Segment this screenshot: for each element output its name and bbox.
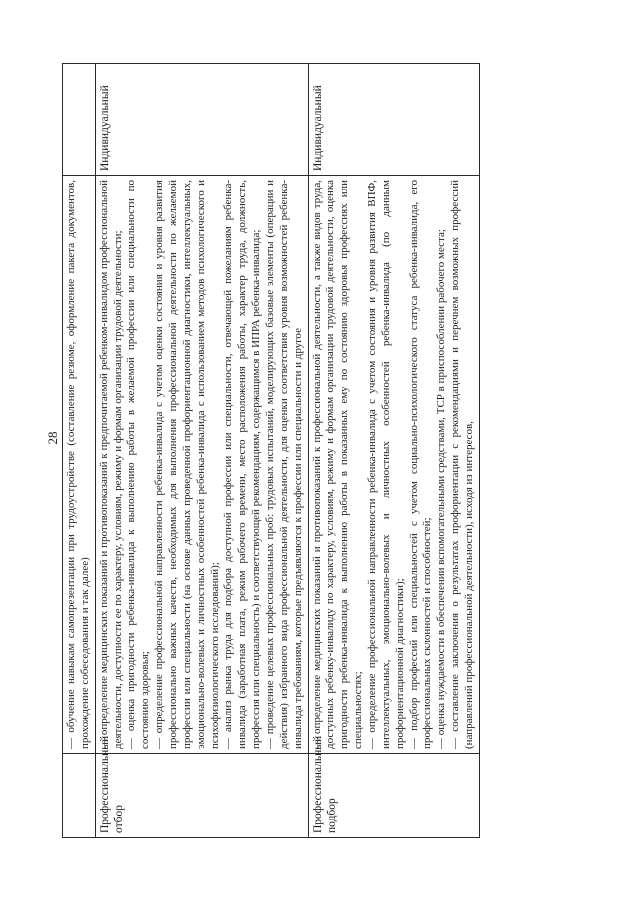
table-row — [95, 64, 308, 838]
table-container — [62, 64, 630, 838]
table-row — [63, 64, 96, 838]
service-name-cell: Профессиональный подбор — [308, 754, 479, 838]
service-form-cell — [63, 64, 96, 176]
page-number: 28 — [45, 431, 60, 445]
service-content-cell — [95, 176, 308, 754]
services-table — [62, 63, 480, 838]
list-item: — составление заключения о результатах профориентации с рекомендациями и перечнем возможных профессий (направлений профессиональной деятельности), исходя из интересов, — [449, 180, 476, 749]
list-item: — подбор профессий или специальностей с учетом социально-психологического статуса ребенка-инвалида, его профессиональных склонностей и способностей; — [407, 180, 434, 749]
list-item: — определение медицинских показаний и противопоказаний к предпочитаемой ребенком-инвалидом профессиональной деятельности, доступности ее по характеру, условиям, режиму и формам организации трудовой деятельности; — [97, 180, 124, 749]
list-item: — анализ рынка труда для подбора доступной профессии или специальности, отвечающей пожеланиям ребенка-инвалида (заработная плата, режим рабочего времени, место расположения работы, характер труда, должность, профессия или специальность) и соответствующей рекомендациям, содержащимся в ИПРА ребенка-инвалида; — [222, 180, 263, 749]
service-content-cell — [63, 176, 96, 754]
service-form-cell: Индивидуальный — [95, 64, 308, 176]
table-row — [308, 64, 479, 838]
service-name-cell — [63, 754, 96, 838]
list-item: — обучение навыкам самопрезентации при трудоустройстве (составление резюме, оформление пакета документов, прохождение собеседования и так далее) — [65, 180, 91, 749]
list-item: — определение профессиональной направленности ребенка-инвалида с учетом состояния и уровня развития ВПФ, интеллектуальных, эмоционально-волевых и личностных особенностей ребенка-инвалида (по данным профориентационной диагностики); — [366, 180, 406, 749]
list-item: — оценка нуждаемости в обеспечении вспомогательными средствами, ТСР в приспособлении рабочего места; — [435, 229, 448, 749]
service-content-cell — [308, 176, 479, 754]
service-name-cell: Профессиональный отбор — [95, 754, 308, 838]
list-item: — оценка пригодности ребенка-инвалида к выполнению работы в желаемой профессии или специальности по состоянию здоровья; — [125, 180, 152, 749]
list-item: — проведение целевых профессиональных проб: трудовых испытаний, моделирующих базовые элементы (операции и действия) избранного вида профессиональной деятельности, для оценки соответствия уровня возможностей ребенка-инвалида требованиям, которые предъявляются к профессии или специальности и другое — [264, 180, 304, 749]
list-item: — определение медицинских показаний и противопоказаний к профессиональной деятельности, а также видов труда, доступных ребенку-инвалиду по характеру, условиям, режиму и формам организации трудовой деятельности, оценка пригодности ребенка-инвалида к выполнению работы в показанных ему по состоянию здоровья профессиях или специальностях; — [310, 180, 365, 749]
service-form-cell: Индивидуальный — [308, 64, 479, 176]
list-item: — определение профессиональной направленности ребенка-инвалида с учетом оценки состояния и уровня развития профессионально важных качеств, необходимых для выполнения профессиональной деятельности по желаемой профессии или специальности (на основе данных проведенной профориентационной диагностики, интеллектуальных, эмоционально-волевых и личностных особенностей ребенка-инвалида с использованием методов психологического и психофизиологического исследований); — [153, 180, 221, 749]
